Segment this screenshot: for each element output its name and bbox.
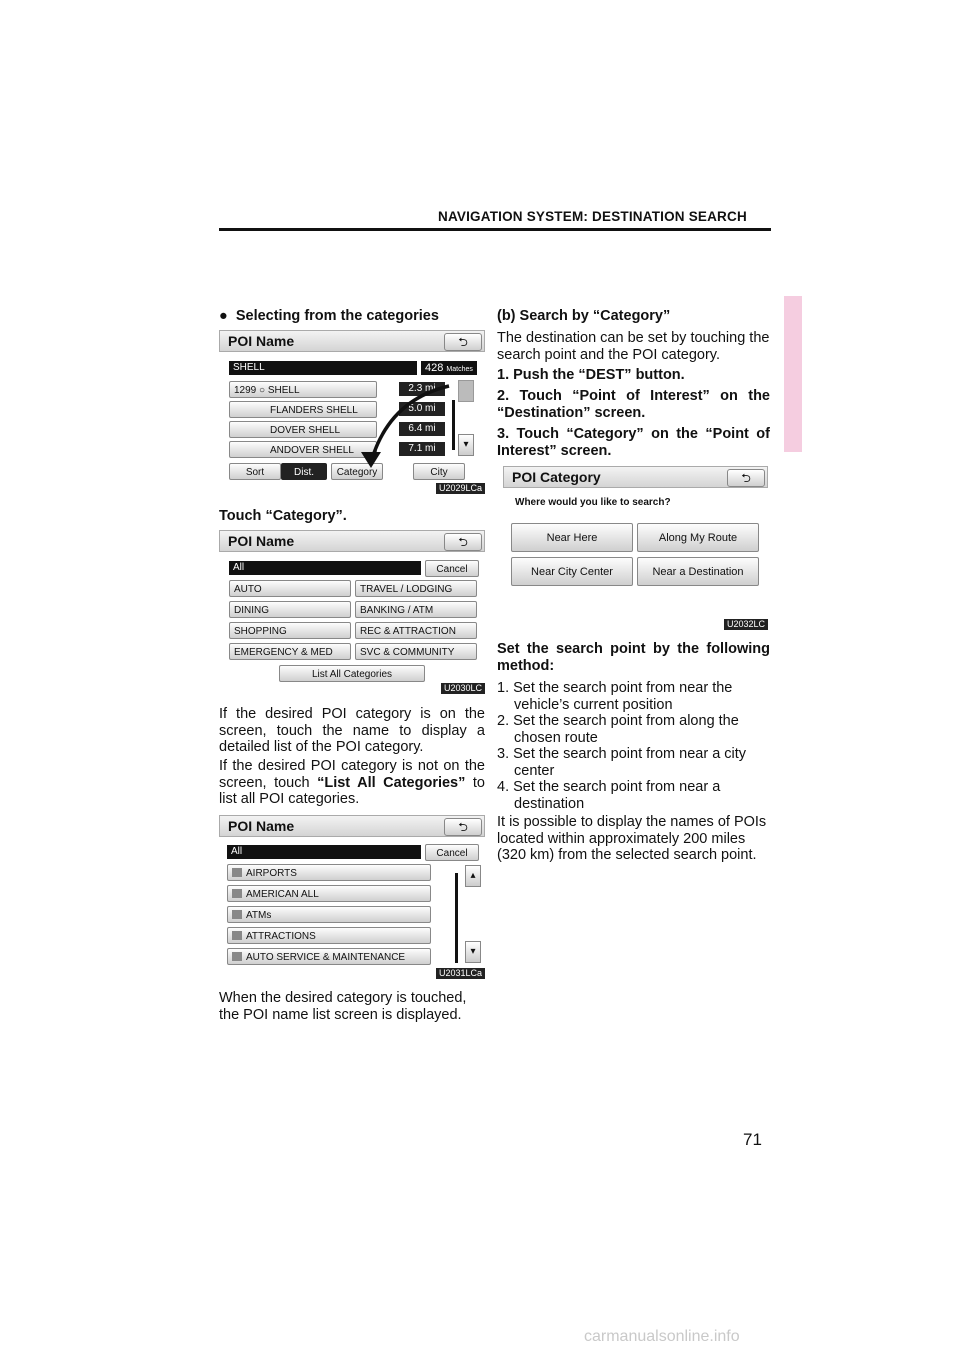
cancel-button[interactable]: Cancel [425, 844, 479, 861]
back-button[interactable]: ⮌ [444, 533, 482, 551]
paragraph-name-list: When the desired category is touched, the POI name list screen is displayed. [219, 990, 467, 1023]
method-list [497, 680, 770, 812]
result-distance: 7.1 mi [399, 442, 445, 456]
list-item-atms[interactable]: ATMs [227, 906, 431, 923]
caption-touch-category: Touch “Category”. [219, 508, 347, 524]
title-bar [219, 815, 485, 837]
screen-title: POI Name [228, 333, 295, 349]
screenshot-all-categories [219, 815, 485, 979]
category-svc-community[interactable]: SVC & COMMUNITY [355, 643, 477, 660]
header-rule [219, 228, 771, 231]
scroll-up-button[interactable]: ▴ [465, 865, 481, 887]
scroll-down-button[interactable]: ▾ [458, 434, 474, 456]
section-tab [784, 296, 802, 452]
bullet-icon: ● [219, 308, 228, 324]
image-code: U2032LC [724, 619, 768, 630]
near-city-center-button[interactable]: Near City Center [511, 557, 633, 586]
title-bar [503, 466, 768, 488]
screenshot-poi-name-results [219, 330, 485, 494]
title-bar [219, 530, 485, 552]
near-here-button[interactable]: Near Here [511, 523, 633, 552]
method-heading: Set the search point by the following method: [497, 641, 770, 674]
list-item-auto-service[interactable]: AUTO SERVICE & MAINTENANCE [227, 948, 431, 965]
scroll-track [455, 873, 458, 963]
method-item: 4. Set the search point from near a destination [497, 779, 721, 812]
scroll-down-button[interactable]: ▾ [465, 941, 481, 963]
search-question: Where would you like to search? [515, 497, 671, 508]
result-row[interactable]: DOVER SHELL [229, 421, 377, 438]
back-button[interactable]: ⮌ [444, 333, 482, 351]
result-distance: 2.3 mi [399, 382, 445, 396]
list-all-categories-button[interactable]: List All Categories [279, 665, 425, 682]
back-button[interactable]: ⮌ [444, 818, 482, 836]
result-distance: 6.4 mi [399, 422, 445, 436]
airport-icon [232, 868, 242, 877]
watermark: carmanualsonline.info [584, 1328, 740, 1345]
atm-icon [232, 910, 242, 919]
list-item-attractions[interactable]: ATTRACTIONS [227, 927, 431, 944]
category-banking-atm[interactable]: BANKING / ATM [355, 601, 477, 618]
cancel-button[interactable]: Cancel [425, 560, 479, 577]
category-shopping[interactable]: SHOPPING [229, 622, 351, 639]
screenshot-poi-categories [219, 530, 485, 694]
step-3: 3. Touch “Category” on the “Point of Interest” screen. [497, 426, 770, 459]
tab-city[interactable]: City [413, 463, 465, 480]
list-item-airports[interactable]: AIRPORTS [227, 864, 431, 881]
closing-paragraph: It is possible to display the names of POIs located within approximately 200 miles (320 km) from the selected search point. [497, 814, 767, 863]
category-rec-attraction[interactable]: REC & ATTRACTION [355, 622, 477, 639]
back-button[interactable]: ⮌ [727, 469, 765, 487]
title-bar [219, 330, 485, 352]
tab-category[interactable]: Category [331, 463, 383, 480]
match-count: 428 Matches [421, 361, 477, 375]
image-code: U2031LCa [436, 968, 485, 979]
method-item: 1. Set the search point from near the vehicle’s current position [497, 680, 733, 713]
screenshot-poi-category-search [503, 466, 768, 630]
result-distance: 5.0 mi [399, 402, 445, 416]
bullet-heading: ● Selecting from the categories [219, 308, 439, 324]
image-code: U2029LCa [436, 483, 485, 494]
image-code: U2030LC [441, 683, 485, 694]
method-item: 3. Set the search point from near a city center [497, 746, 747, 779]
section-intro: The destination can be set by touching the search point and the POI category. [497, 330, 770, 363]
along-my-route-button[interactable]: Along My Route [637, 523, 759, 552]
running-header: NAVIGATION SYSTEM: DESTINATION SEARCH [438, 209, 747, 224]
category-travel-lodging[interactable]: TRAVEL / LODGING [355, 580, 477, 597]
result-row[interactable]: ANDOVER SHELL [229, 441, 377, 458]
result-row[interactable]: FLANDERS SHELL [229, 401, 377, 418]
list-item-american-all[interactable]: AMERICAN ALL [227, 885, 431, 902]
search-field[interactable]: SHELL [229, 361, 417, 375]
american-icon [232, 889, 242, 898]
screen-title: POI Category [512, 469, 601, 485]
scroll-up-button[interactable] [458, 380, 474, 402]
category-emergency-med[interactable]: EMERGENCY & MED [229, 643, 351, 660]
pointer-arrow-icon [349, 380, 459, 472]
method-item: 2. Set the search point from along the chosen route [497, 713, 739, 746]
page-number: 71 [743, 1130, 762, 1149]
near-destination-button[interactable]: Near a Destination [637, 557, 759, 586]
paragraph-on-screen: If the desired POI category is on the screen, touch the name to display a detailed list of the POI category. [219, 706, 485, 755]
tab-dist[interactable]: Dist. [281, 463, 327, 480]
paragraph-list-all: If the desired POI category is not on the screen, touch “List All Categories” to list all POI categories. [219, 758, 485, 807]
section-heading: (b) Search by “Category” [497, 308, 671, 324]
screen-title: POI Name [228, 818, 295, 834]
result-row[interactable]: 1299 ○ SHELL [229, 381, 377, 398]
attraction-icon [232, 931, 242, 940]
screen-title: POI Name [228, 533, 295, 549]
category-auto[interactable]: AUTO [229, 580, 351, 597]
step-1: 1. Push the “DEST” button. [497, 367, 685, 383]
step-2: 2. Touch “Point of Interest” on the “Destination” screen. [497, 388, 770, 421]
category-field[interactable]: All [227, 845, 421, 859]
tab-sort[interactable]: Sort [229, 463, 281, 480]
auto-service-icon [232, 952, 242, 961]
category-field[interactable]: All [229, 561, 421, 575]
category-dining[interactable]: DINING [229, 601, 351, 618]
